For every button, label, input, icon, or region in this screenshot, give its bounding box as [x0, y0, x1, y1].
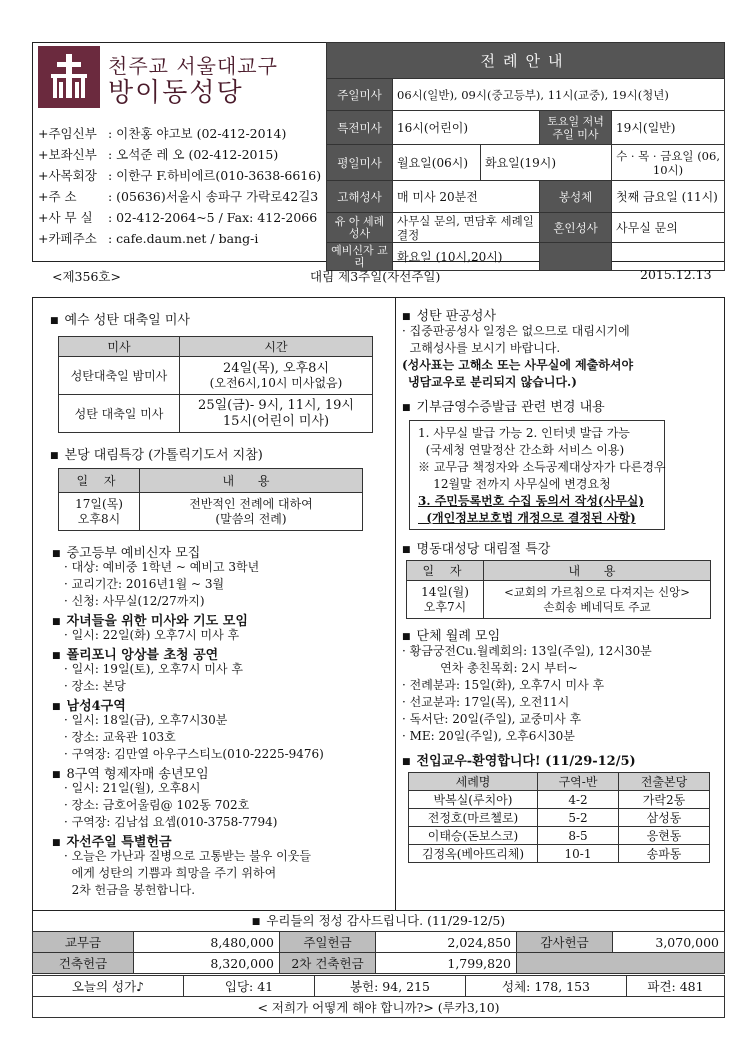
receipt-line: 1. 사무실 발급 가능 2. 인터넷 발급 가능: [418, 426, 630, 440]
groups-heading: ■ 단체 월례 모임: [402, 629, 501, 644]
district8-line: · 일시: 21일(월), 오후8시: [64, 781, 201, 795]
receipt-line: (국세청 연말정산 간소화 서비스 이용): [418, 443, 625, 457]
penance-line: 고해성사를 보시기 바랍니다.: [402, 341, 561, 355]
square-bullet-icon: ■: [402, 632, 411, 642]
lecture-content: 전반적인 전례에 대하여 (말씀의 전례): [140, 493, 363, 531]
district8-heading: ■ 8구역 형제자매 송년모임: [52, 767, 209, 782]
hymns-table: [32, 975, 725, 1018]
left-announcements: [52, 542, 387, 899]
liturgy-table: [326, 42, 725, 271]
hymn-recessional: 파견: 481: [627, 976, 725, 997]
groups-section: [402, 625, 720, 745]
groups-line: 연차 총친목회: 2시 부터~: [402, 661, 578, 675]
liturgy-title: 전례안내: [327, 43, 725, 79]
mass-name: 성탄대축일 밤미사: [59, 357, 180, 395]
church-logo: [38, 46, 100, 108]
staff-line: +사목회장 : 이한구 F.하비에르(010-3638-6616): [38, 168, 322, 183]
table-row: 김정옥(베아뜨리체) 10-1 송파동: [409, 845, 710, 863]
receipt-heading: ■ 기부금영수증발급 관련 변경 내용: [402, 400, 605, 415]
square-bullet-icon: ■: [52, 770, 61, 780]
table-row: 박복실(루치아) 4-2 가락2동: [409, 791, 710, 809]
infant-baptism: 사무실 문의, 면담후 세례일 결정: [393, 213, 540, 243]
mass-time: 25일(금)- 9시, 11시, 19시 15시(어린이 미사): [180, 395, 373, 433]
col-mass: 미사: [59, 337, 180, 357]
church-diocese: 천주교 서울대교구: [108, 54, 278, 78]
table-row: 이태승(돈보스코) 8-5 응현동: [409, 827, 710, 845]
staff-list: [38, 123, 320, 249]
issue-week: 대림 제3주일(자선주일): [310, 269, 441, 284]
col-content: 내 용: [140, 469, 363, 493]
col-from: 전출본당: [619, 773, 710, 791]
groups-line: · 선교분과: 17일(목), 오전11시: [402, 695, 570, 709]
square-bullet-icon: ■: [52, 549, 61, 559]
sunday-label: 주일헌금: [280, 932, 376, 953]
square-bullet-icon: ■: [50, 451, 59, 461]
lecture-date: 14일(월) 오후7시: [407, 581, 484, 619]
weekday-tue: 화요일(19시): [481, 145, 612, 181]
hymn-label: 오늘의 성가♪: [33, 976, 184, 997]
communion-sick-label: 봉성체: [540, 181, 612, 213]
receipt-line: ※ 교무금 책정자와 소득공제대상자가 다른경우: [418, 460, 666, 474]
mass-name: 성탄 대축일 미사: [59, 395, 180, 433]
groups-line: · ME: 20일(주일), 오후6시30분: [402, 729, 575, 743]
marriage-label: 혼인성사: [540, 213, 612, 243]
advent-lecture-heading: ■ 본당 대림특강 (가톨릭기도서 지참): [50, 448, 263, 463]
thanks-label: 감사헌금: [517, 932, 613, 953]
groups-line: · 독서단: 20일(주일), 교중미사 후: [402, 712, 582, 726]
square-bullet-icon: ■: [52, 651, 61, 661]
christmas-mass-table: [58, 336, 373, 433]
receipt-notice-box: [409, 420, 665, 530]
receipt-line: 12월말 전까지 사무실에 변경요청: [418, 477, 611, 491]
second-label: 2차 건축헌금: [280, 953, 376, 974]
newcomers-heading: ■ 전입교우-환영합니다! (11/29-12/5): [402, 754, 636, 769]
communion-sick: 첫째 금요일 (11시): [612, 181, 725, 213]
square-bullet-icon: ■: [50, 316, 59, 326]
polifony-line: · 일시: 19일(토), 오후7시 미사 후: [64, 662, 243, 676]
col-content: 내 용: [484, 561, 711, 581]
hymn-entrance: 입당: 41: [184, 976, 315, 997]
square-bullet-icon: ■: [402, 545, 411, 555]
lecture-content: <교회의 가르침으로 다져지는 신앙> 손희송 베네딕토 주교: [484, 581, 711, 619]
district8-line: · 구역장: 김남섭 요셉(010-3758-7794): [64, 815, 278, 829]
charity-heading: ■ 자선주일 특별헌금: [52, 835, 172, 850]
penance-section: [402, 305, 720, 391]
newcomers-table: [408, 772, 710, 863]
square-bullet-icon: ■: [52, 838, 61, 848]
thanks-amount: 3,070,000: [613, 932, 725, 953]
youth-line: · 신청: 사무실(12/27까지): [64, 594, 205, 608]
penance-line: · 집중판공성사 일정은 없으므로 대림시기에: [402, 324, 630, 338]
penance-notice: (성사표는 고해소 또는 사무실에 제출하셔야: [402, 358, 634, 372]
polifony-line: · 장소: 본당: [64, 679, 126, 693]
col-time: 시간: [180, 337, 373, 357]
charity-line: 2차 헌금을 봉헌합니다.: [64, 883, 196, 897]
sunday-mass: 06시(일반), 09시(중고등부), 11시(교중), 19시(청년): [393, 79, 725, 111]
mass-time: 24일(목), 오후8시 (오전6시,10시 미사없음): [180, 357, 373, 395]
second-amount: 1,799,820: [376, 953, 517, 974]
confession-label: 고해성사: [327, 181, 393, 213]
square-bullet-icon: ■: [402, 757, 411, 767]
lecture-date: 17일(목) 오후8시: [59, 493, 140, 531]
catechumen-label: 예비신자 교 리: [327, 243, 393, 271]
hymn-communion: 성체: 178, 153: [466, 976, 627, 997]
square-bullet-icon: ■: [52, 617, 61, 627]
column-divider: [395, 297, 396, 911]
myeongdong-table: [406, 560, 711, 619]
bible-verse: < 저희가 어떻게 해야 합니까?> (루카3,10): [33, 997, 725, 1018]
myeongdong-heading: ■ 명동대성당 대림절 특강: [402, 542, 551, 557]
col-name: 세례명: [409, 773, 538, 791]
catechumen: 화요일 (10시,20시): [393, 243, 540, 271]
district4-line: · 일시: 18일(금), 오후7시30분: [64, 713, 228, 727]
weekday-label: 평일미사: [327, 145, 393, 181]
weekday-mon: 월요일(06시): [393, 145, 481, 181]
staff-line: +카페주소 : cafe.daum.net / bang-i: [38, 231, 259, 246]
youth-line: · 교리기간: 2016년1월 ~ 3월: [64, 577, 225, 591]
tithe-label: 교무금: [33, 932, 134, 953]
sat-evening-label: 토요일 저녁 주일 미사: [540, 111, 612, 145]
staff-line: +주 소 : (05636)서울시 송파구 가락로42길3: [38, 189, 319, 204]
staff-line: +사 무 실 : 02-412-2064~5 / Fax: 412-2066: [38, 210, 318, 225]
charity-line: 에게 성탄의 기쁨과 희망을 주기 위하여: [64, 866, 277, 880]
sunday-amount: 2,024,850: [376, 932, 517, 953]
empty-dark-cell: [540, 243, 612, 271]
hymn-offertory: 봉헌: 94, 215: [315, 976, 466, 997]
building-amount: 8,320,000: [134, 953, 280, 974]
staff-line: +주임신부 : 이찬홍 야고보 (02-412-2014): [38, 126, 287, 141]
youth-line: · 대상: 예비중 1학년 ~ 예비고 3학년: [64, 560, 260, 574]
table-row: 전정호(마르첼로) 5-2 삼성동: [409, 809, 710, 827]
penance-notice: 냉담교우로 분리되지 않습니다.): [408, 375, 577, 389]
confession: 매 미사 20분전: [393, 181, 540, 213]
special-mass-label: 특전미사: [327, 111, 393, 145]
col-district: 구역-반: [538, 773, 619, 791]
church-name: 방이동성당: [108, 78, 244, 108]
square-bullet-icon: ■: [402, 312, 411, 322]
district4-heading: ■ 남성4구역: [52, 699, 126, 714]
groups-line: · 전례분과: 15일(화), 오후7시 미사 후: [402, 678, 605, 692]
receipt-notice: (개인정보보호법 개정으로 결정된 사항): [418, 511, 636, 525]
marriage: 사무실 문의: [612, 213, 725, 243]
district4-line: · 장소: 교육관 103호: [64, 730, 176, 744]
staff-line: +보좌신부 : 오석준 레 오 (02-412-2015): [38, 147, 279, 162]
offerings-heading: ■ 우리들의 정성 감사드립니다. (11/29-12/5): [32, 911, 725, 931]
offerings-table: [32, 931, 725, 974]
weekday-wed: 수 · 목 · 금요일 (06, 10시): [612, 145, 725, 181]
col-date: 일 자: [59, 469, 140, 493]
issue-date: 2015.12.13: [640, 267, 712, 282]
square-bullet-icon: ■: [402, 403, 411, 413]
advent-lecture-table: [58, 468, 363, 531]
infant-baptism-label: 유 아 세례성사: [327, 213, 393, 243]
groups-line: · 황금궁전Cu.월례회의: 13일(주일), 12시30분: [402, 644, 652, 658]
charity-line: · 오늘은 가난과 질병으로 고통받는 불우 이웃들: [64, 849, 311, 863]
christmas-heading: ■ 예수 성탄 대축일 미사: [50, 313, 190, 328]
youth-heading: ■ 중고등부 예비신자 모집: [52, 546, 201, 561]
penance-heading: ■ 성탄 판공성사: [402, 309, 496, 324]
building-label: 건축헌금: [33, 953, 134, 974]
polifony-heading: ■ 폴리포니 앙상블 초청 공연: [52, 648, 219, 663]
church-cross-icon: [47, 52, 91, 102]
receipt-notice: 3. 주민등록번호 수집 동의서 작성(사무실): [418, 494, 645, 508]
children-mass-line: · 일시: 22일(화) 오후7시 미사 후: [64, 628, 240, 642]
empty-gray-cell: [517, 953, 725, 974]
sunday-mass-label: 주일미사: [327, 79, 393, 111]
col-date: 일 자: [407, 561, 484, 581]
district4-line: · 구역장: 김만열 아우구스티노(010-2225-9476): [64, 747, 324, 761]
issue-number: <제356호>: [52, 269, 121, 284]
district8-line: · 장소: 금호어울림@ 102동 702호: [64, 798, 250, 812]
sat-evening: 19시(일반): [612, 111, 725, 145]
square-bullet-icon: ■: [251, 917, 261, 927]
children-mass-heading: ■ 자녀들을 위한 미사와 기도 모임: [52, 614, 248, 629]
special-mass: 16시(어린이): [393, 111, 540, 145]
square-bullet-icon: ■: [52, 702, 61, 712]
tithe-amount: 8,480,000: [134, 932, 280, 953]
